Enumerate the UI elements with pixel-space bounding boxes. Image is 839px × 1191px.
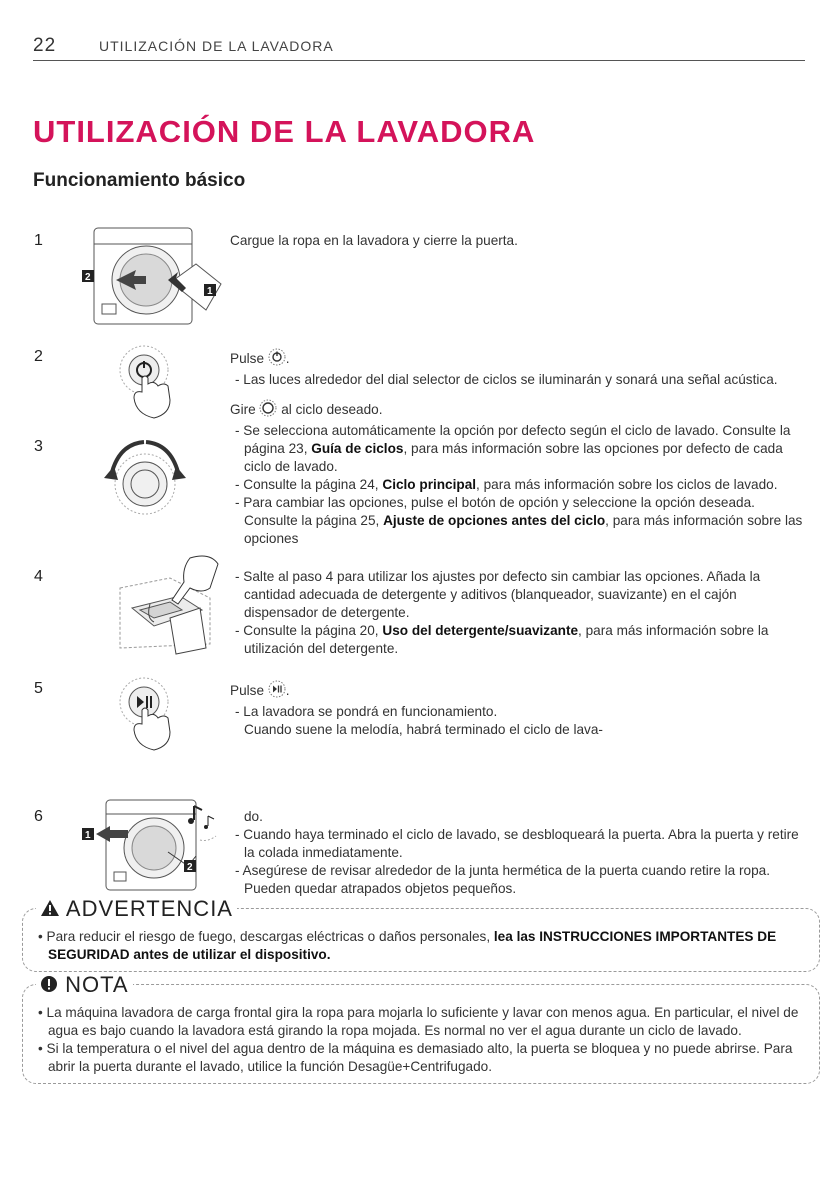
warning-bold-text: lea las INSTRUCCIONES IMPORTANTES DE SEGURIDAD antes de utilizar el dispositivo. — [48, 929, 777, 962]
step-4-bullet-2: - Consulte la página 20, Uso del detergente/suavizante, para más información sobre la utilización del detergente. — [235, 623, 769, 656]
page-header — [33, 32, 805, 61]
step-number-3: 3 — [34, 438, 43, 455]
warning-triangle-icon — [40, 897, 60, 923]
step-3-bullet-1: - Se selecciona automáticamente la opción por defecto según el ciclo de lavado. Consulte la página 23, Guía de ciclos, para más información sobre las opciones por defecto de cada ciclo de lavado. — [235, 423, 791, 474]
note-title: NOTA — [65, 972, 129, 997]
note-text — [36, 1004, 806, 1076]
step-3-bullet-2: - Consulte la página 24, Ciclo principal, para más información sobre los ciclos de lavado. — [235, 477, 778, 492]
washer-unloading-illustration — [76, 796, 226, 896]
start-pause-icon — [268, 680, 286, 703]
step-5-line-2: Cuando suene la melodía, habrá terminado el ciclo de lava- — [244, 722, 603, 737]
gire-suffix: al ciclo deseado. — [281, 402, 383, 418]
step-2-bullet: - Las luces alrededor del dial selector de ciclos se iluminarán y sonará una señal acústica. — [235, 372, 778, 387]
detergent-drawer-illustration — [110, 548, 230, 658]
svg-text:1: 1 — [207, 286, 213, 297]
info-icon — [40, 973, 58, 999]
power-button-press-illustration — [108, 340, 182, 422]
step-6-bullet-1: - Cuando haya terminado el ciclo de lavado, se desbloqueará la puerta. Abra la puerta y retire la colada inmediatamente. — [235, 827, 799, 860]
page-title: UTILIZACIÓN DE LA LAVADORA — [33, 114, 536, 149]
step-5-bullet-1: - La lavadora se pondrá en funcionamiento. — [235, 704, 498, 719]
step-number-2: 2 — [34, 348, 43, 365]
start-pause-press-illustration — [108, 672, 182, 754]
dial-icon — [259, 399, 277, 422]
svg-text:2: 2 — [85, 272, 91, 283]
link-ajuste-opciones[interactable]: Ajuste de opciones antes del ciclo — [383, 513, 606, 528]
section-title: Funcionamiento básico — [33, 170, 246, 191]
step-5-text: Pulse . - La lavadora se pondrá en funcionamiento. Cuando suene la melodía, habrá terminado el ciclo de lava- — [230, 680, 810, 739]
step-6-bullet-2: - Asegúrese de revisar alrededor de la junta hermética de la puerta cuando retire la ropa. Pueden quedar atrapados objetos pequeños. — [235, 863, 771, 896]
warning-heading — [36, 896, 237, 923]
warning-title: ADVERTENCIA — [65, 896, 233, 921]
step-6-text — [230, 808, 810, 898]
step-3-bullet-3: - Para cambiar las opciones, pulse el botón de opción y seleccione la opción deseada. Consulte la página 25, Ajuste de opciones antes del ciclo, para más información sobre las opciones — [235, 495, 803, 546]
cycle-dial-illustration — [90, 432, 200, 522]
header-title: UTILIZACIÓN DE LA LAVADORA — [99, 38, 334, 54]
link-ciclo-principal[interactable]: Ciclo principal — [382, 477, 477, 492]
step-number-4: 4 — [34, 568, 43, 585]
svg-text:2: 2 — [187, 862, 193, 873]
step-number-5: 5 — [34, 680, 43, 697]
power-icon — [268, 348, 286, 371]
step-4-text — [230, 568, 810, 658]
pulse-label: Pulse — [230, 351, 265, 367]
step-6-continuation: do. — [244, 809, 263, 824]
step-1-text — [230, 232, 810, 250]
step-number-1: 1 — [34, 232, 43, 249]
step-4-bullet-1: - Salte al paso 4 para utilizar los ajustes por defecto sin cambiar las opciones. Añada la cantidad adecuada de detergente y aditivos (blanqueador, suavizante) en el cajón dispensador de detergente. — [235, 569, 761, 620]
step-2-3-text: Pulse . - Las luces alrededor del dial selector de ciclos se iluminarán y sonará una señal acústica. Gire al ciclo deseado. - Se selecciona automáticamente la opción por defecto según el ciclo de lavado. Consulte la página 23, Guía de ciclos, para más información sobre las opciones por defecto de cada ciclo de lavado. - Consulte la página 24, Ciclo principal, para más información sobre los ciclos de lavado. - Para cambiar las opciones, pulse el botón de opción y seleccione la opción deseada. Consulte la página 25, Ajuste de opciones antes del ciclo, para más información sobre las opciones — [230, 348, 810, 548]
step-number-6: 6 — [34, 808, 43, 825]
pulse-label-5: Pulse — [230, 683, 265, 699]
link-guia-ciclos[interactable]: Guía de ciclos — [311, 441, 404, 456]
note-item-1: • La máquina lavadora de carga frontal gira la ropa para mojarla lo suficiente y lavar con menos agua. En particular, el nivel de agua es bajo cuando la lavadora está girando la ropa mojada. Es normal no ver el agua durante un ciclo de lavado. — [38, 1005, 799, 1038]
note-item-2: • Si la temperatura o el nivel del agua dentro de la máquina es demasiado alto, la puerta se bloquea y no puede abrirse. Para abrir la puerta durante el lavado, utilice la función Desagüe+Centrifugado. — [38, 1041, 793, 1074]
svg-text:1: 1 — [85, 830, 91, 841]
page-number: 22 — [33, 35, 57, 56]
note-heading — [36, 972, 133, 999]
washer-loading-illustration — [76, 222, 226, 332]
gire-label: Gire — [230, 402, 256, 418]
step-1-line: Cargue la ropa en la lavadora y cierre la puerta. — [230, 233, 518, 248]
link-uso-detergente[interactable]: Uso del detergente/suavizante — [382, 623, 579, 638]
warning-text: • Para reducir el riesgo de fuego, descargas eléctricas o daños personales, lea las INSTRUCCIONES IMPORTANTES DE SEGURIDAD antes de utilizar el dispositivo. — [38, 929, 777, 962]
